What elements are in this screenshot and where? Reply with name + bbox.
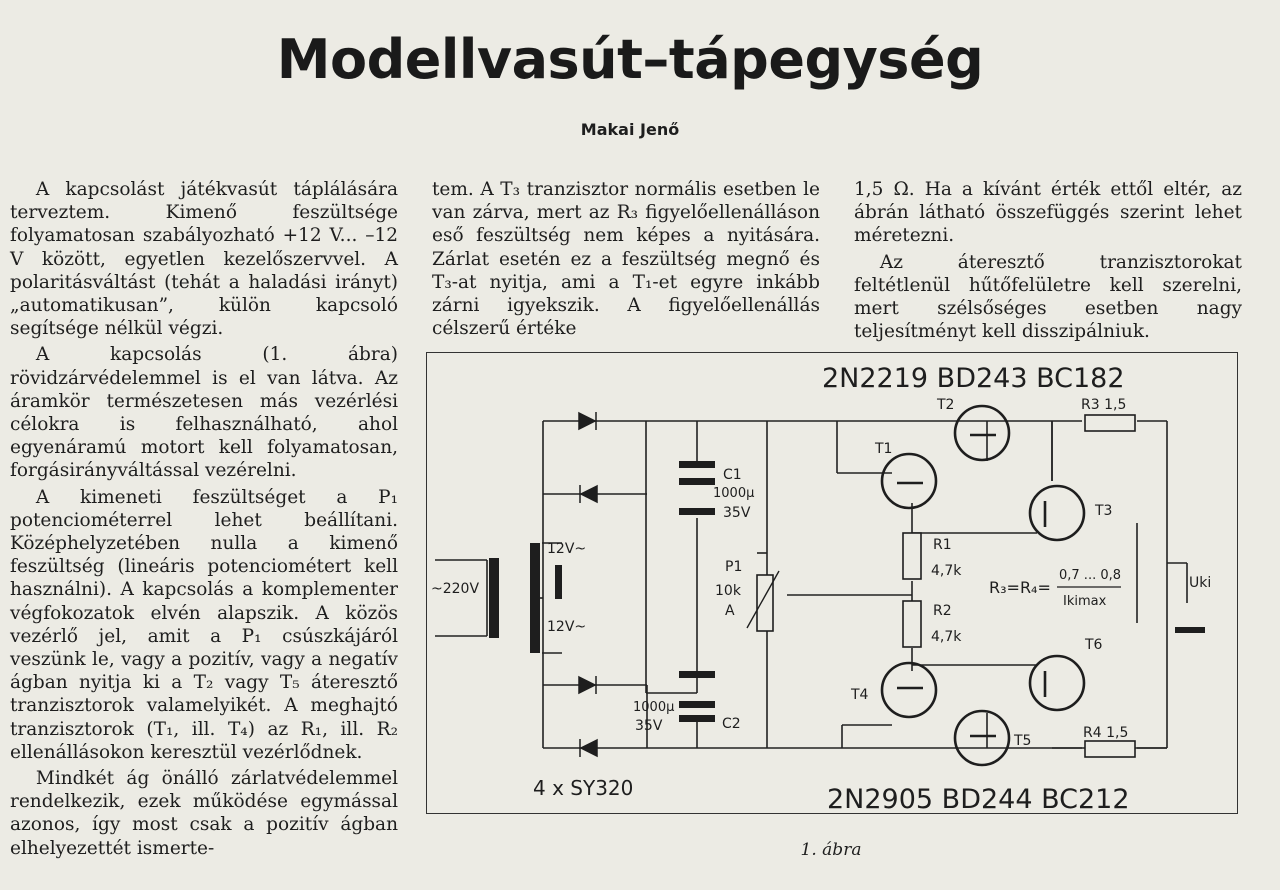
c1-volt-label: 35V	[723, 505, 751, 521]
formula-denominator: Ikimax	[1063, 594, 1107, 609]
top-parts-label: 2N2219 BD243 BC182	[822, 363, 1125, 394]
r2-name-label: R2	[933, 603, 952, 619]
text-column-2	[432, 178, 820, 340]
r1-value-label: 4,7k	[931, 563, 962, 579]
p1-value-label: 10k	[715, 583, 741, 599]
formula-lhs: R₃=R₄=	[989, 578, 1051, 597]
t4-label: T4	[851, 687, 869, 703]
paragraph: A kapcsolást játékvasút táplálására terveztem. Kimenő feszültsége folyamatosan szabályozható +12 V... –12 V között, egyetlen kezelőszervvel. A polaritásváltást (tehát a haladási irányt) „automatikusan”, külön kapcsoló segítsége nélkül végzi.	[10, 179, 398, 340]
r1-name-label: R1	[933, 537, 952, 553]
paragraph: Mindkét ág önálló zárlatvédelemmel rendelkezik, ezek működése egymással azonos, így most csak a pozitív ágban elhelyezettét ismerte-	[10, 768, 398, 859]
r2-value-label: 4,7k	[931, 629, 962, 645]
paragraph: A kapcsolás (1. ábra) rövidzárvédelemmel is el van látva. Az áramkör természetesen más vezérlési célokra is felhasználható, ahol egyenáramú motort kell folyamatosan, forgásirányváltással vezérelni.	[10, 344, 398, 482]
secondary-top-label: 12V~	[547, 541, 587, 557]
c1-value-label: 1000μ	[713, 486, 755, 501]
circuit-figure	[426, 352, 1238, 814]
t5-label: T5	[1014, 733, 1032, 749]
c2-value-label: 1000μ	[633, 700, 675, 715]
mains-label: ~220V	[431, 581, 480, 597]
r3-label: R3 1,5	[1081, 397, 1127, 413]
formula-numerator: 0,7 ... 0,8	[1059, 568, 1122, 583]
p1-type-label: A	[725, 603, 735, 619]
uki-label: Uki	[1189, 575, 1212, 591]
bottom-parts-label: 2N2905 BD244 BC212	[827, 784, 1130, 813]
paragraph: Az áteresztő tranzisztorokat feltétlenül hűtőfelületre kell szerelni, mert szélsőséges esetben nagy teljesítményt kell disszipálniuk.	[854, 251, 1242, 343]
t1-label: T1	[875, 441, 893, 457]
circuit-schematic	[427, 353, 1237, 813]
c2-volt-label: 35V	[635, 718, 663, 734]
r4-label: R4 1,5	[1083, 725, 1129, 741]
article-title: Modellvasút–tápegység	[276, 28, 984, 91]
t2-label: T2	[937, 397, 955, 413]
text-column-1	[10, 178, 398, 860]
c2-name-label: C2	[722, 716, 741, 732]
diodes-label: 4 x SY320	[533, 776, 634, 800]
article-author: Makai Jenő	[580, 120, 680, 139]
paragraph: A kimeneti feszültséget a P₁ potenciométerrel lehet beállítani. Középhelyzetében nulla a kimenő feszültség (lineáris potenciométert kell használni). A kapcsolás a komplementer végfokozatok elvén alapszik. A közös vezérlő jel, amit a P₁ csúszkájáról veszünk le, vagy a pozitív, vagy a negatív ágban nyitja ki a T₂ vagy T₅ áteresztő tranzisztorok valamelyikét. A meghajtó tranzisztorok (T₁, ill. T₄) az R₁, ill. R₂ ellenállásokon keresztül vezérlődnek.	[10, 486, 398, 763]
t6-label: T6	[1085, 637, 1103, 653]
c1-name-label: C1	[723, 467, 742, 483]
t3-label: T3	[1095, 503, 1113, 519]
text-column-3	[854, 178, 1242, 343]
secondary-bottom-label: 12V~	[547, 619, 587, 635]
paragraph: tem. A T₃ tranzisztor normális esetben le van zárva, mert az R₃ figyelőellenálláson eső feszültség nem képes a nyitására. Zárlat esetén ez a feszültség megnő és T₃-at nyitja, ami a T₁-et egyre inkább zárni igyekszik. A figyelőellenállás célszerű értéke	[432, 179, 820, 340]
p1-name-label: P1	[725, 559, 743, 575]
paragraph: 1,5 Ω. Ha a kívánt érték ettől eltér, az ábrán látható összefüggés szerint lehet méretezni.	[854, 179, 1242, 247]
figure-caption: 1. ábra	[800, 840, 862, 860]
